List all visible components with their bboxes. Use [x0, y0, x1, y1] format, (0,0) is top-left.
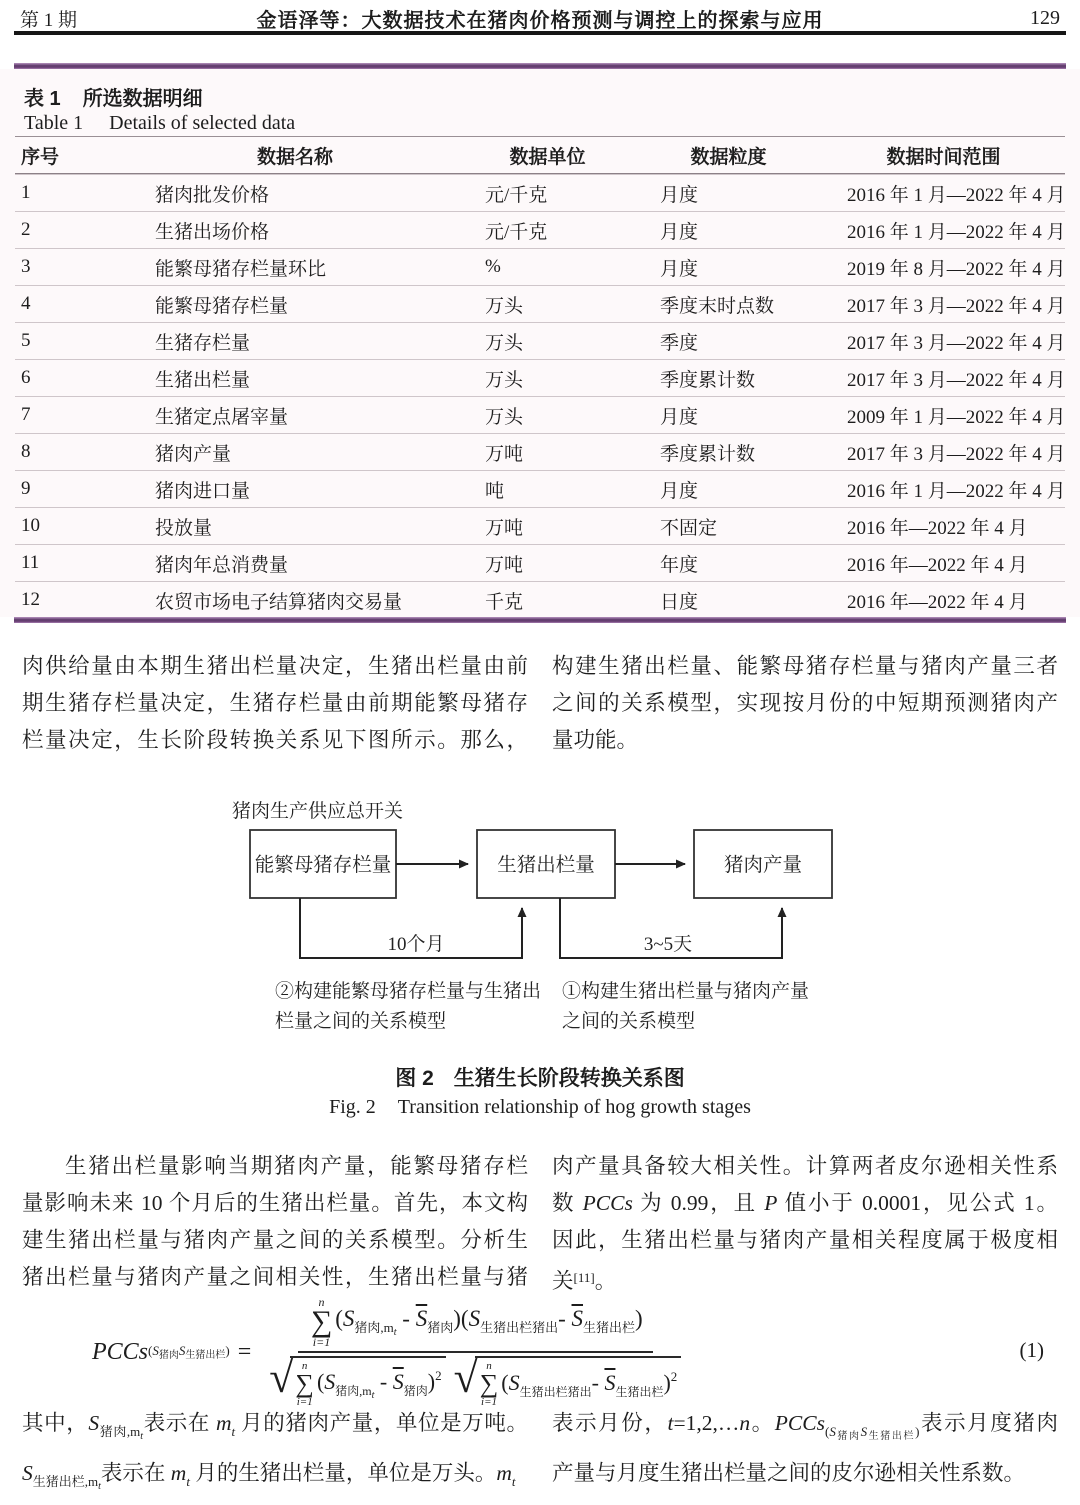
numerator-terms — [335, 1306, 642, 1338]
minus: - — [591, 1370, 599, 1396]
sub-t: t — [98, 1481, 101, 1492]
running-head — [20, 5, 1060, 31]
loop1-label: 10个月 — [387, 934, 445, 955]
table-cell: 元/千克 — [485, 221, 548, 243]
paragraph-a-left — [22, 648, 528, 759]
text-segment: 其中， — [22, 1411, 89, 1435]
box3-label: 猪肉产量 — [723, 855, 803, 876]
table-cell: 猪肉产量 — [155, 443, 232, 465]
text-segment: 值小于 0.0001，见公式 1。 — [777, 1191, 1058, 1215]
page-number: 129 — [1030, 6, 1060, 29]
table-row — [15, 470, 1065, 507]
col-header-seq: 序号 — [21, 146, 60, 168]
text-segment: =1,2,… — [673, 1411, 740, 1435]
text-line — [552, 1259, 1058, 1300]
note1-line1: ①构建生猪出栏量与猪肉产量 — [562, 981, 810, 1002]
s-bar: $\overline{S}$ — [571, 1306, 584, 1332]
table-row — [15, 322, 1065, 359]
figure-caption-en-text: Transition relationship of hog growth stages — [397, 1096, 751, 1118]
text-line: 肉产量具备较大相关性。计算两者皮尔逊相关性系 — [552, 1154, 1058, 1178]
table-cell: % — [485, 256, 501, 277]
p-value-symbol: P — [764, 1191, 778, 1215]
sum-lower: i=1 — [312, 1335, 331, 1350]
table-cell: 2016 年—2022 年 4 月 — [847, 517, 1028, 539]
m-symbol: m — [216, 1411, 232, 1435]
text-segment: 数 — [552, 1191, 583, 1215]
text-line: 构建生猪出栏量、能繁母猪存栏量与猪肉产量三者 — [552, 654, 1058, 678]
paren: ) — [225, 1343, 230, 1358]
paren: ) — [663, 1370, 671, 1396]
figure-caption-zh-text: 生猪生长阶段转换关系图 — [453, 1067, 685, 1090]
paragraph-a-right — [552, 648, 1058, 759]
n-symbol: n — [739, 1411, 751, 1435]
pccs-lhs: PCCs — [92, 1338, 149, 1365]
sub-pork-m — [354, 1320, 397, 1339]
table-cell: 农贸市场电子结算猪肉交易量 — [155, 591, 403, 613]
exponent: 2 — [670, 1369, 678, 1385]
col-header-name: 数据名称 — [256, 146, 333, 168]
sum-lower: i=1 — [481, 1396, 497, 1409]
table-cell: 不固定 — [660, 517, 718, 539]
table-cell: 2016 年 1 月—2022 年 4 月 — [847, 221, 1066, 243]
equals-sign: = — [237, 1338, 252, 1365]
equation-1-row — [0, 1294, 1080, 1409]
text-segment: 月的生猪出栏量，单位是万头。 — [189, 1461, 497, 1485]
paren: ( — [335, 1306, 343, 1332]
table-cell: 月度 — [660, 406, 699, 428]
s-symbol: S — [860, 1424, 868, 1439]
table-cell: 千克 — [485, 591, 524, 613]
s-symbol: S — [324, 1369, 336, 1395]
text-segment: 表示在 — [143, 1411, 217, 1435]
issue-label: 第 1 期 — [20, 9, 78, 31]
table-cell: 2017 年 3 月—2022 年 4 月 — [847, 332, 1066, 354]
sub-hog: 生猪出栏 — [615, 1385, 664, 1400]
paren: ( — [501, 1370, 509, 1396]
col-header-grain: 数据粒度 — [690, 146, 767, 168]
table-row — [15, 359, 1065, 396]
table-cell: 月度 — [660, 221, 699, 243]
sum-symbol: ∑ — [295, 1369, 314, 1399]
table-cell: 投放量 — [155, 517, 213, 539]
equation-number: (1) — [1019, 1338, 1044, 1362]
summation — [480, 1361, 499, 1408]
table-cell: 日度 — [660, 591, 699, 613]
table-cell: 2 — [21, 219, 31, 240]
radicand-terms — [317, 1368, 442, 1401]
text-segment: 为 0.99，且 — [632, 1191, 765, 1215]
data-table — [15, 136, 1065, 618]
text-line — [552, 1185, 1058, 1222]
table-cell: 猪肉批发价格 — [155, 184, 270, 206]
sub-text: 猪肉,m — [335, 1384, 372, 1399]
sub-t: t — [140, 1431, 144, 1442]
text-line: 肉供给量由本期生猪出栏量决定，生猪出栏量由前 — [22, 654, 528, 678]
m-symbol: m — [170, 1461, 187, 1485]
table-cell: 月度 — [660, 258, 699, 280]
table-cell: 4 — [21, 293, 31, 314]
sum-symbol: ∑ — [310, 1304, 333, 1338]
sum-symbol: ∑ — [479, 1369, 499, 1399]
sub-pork-m — [335, 1384, 375, 1402]
s-symbol: S — [152, 1343, 159, 1358]
sub-pork: 猪肉 — [835, 1431, 861, 1442]
table-cell: 生猪定点屠宰量 — [155, 406, 289, 428]
table-cell: 万吨 — [485, 554, 524, 576]
s-symbol: S — [829, 1424, 836, 1439]
table-title-en — [24, 112, 295, 135]
sub-pork: 猪肉 — [158, 1350, 179, 1361]
sub-text: 猪肉,m — [99, 1424, 141, 1439]
table-cell: 年度 — [660, 554, 699, 576]
header-rule — [14, 31, 1066, 35]
text-segment: 表示月度猪肉 — [919, 1411, 1058, 1435]
text-segment: 月的猪肉产量，单位是万吨。 — [235, 1411, 528, 1435]
text-line: 猪出栏量与猪肉产量之间相关性，生猪出栏量与猪 — [22, 1265, 528, 1289]
text-line — [22, 1405, 528, 1455]
paragraph-b-left — [22, 1148, 528, 1296]
table-cell: 生猪出栏量 — [155, 369, 251, 391]
summation — [295, 1361, 314, 1408]
s-symbol: S — [22, 1461, 33, 1485]
paren: ( — [460, 1306, 469, 1332]
table-cell: 月度 — [660, 184, 699, 206]
table-cell: 生猪存栏量 — [155, 332, 251, 354]
loop2-label: 3~5天 — [643, 934, 693, 955]
table-cell: 2017 年 3 月—2022 年 4 月 — [847, 295, 1066, 317]
minus: - — [558, 1306, 566, 1332]
table-cell: 万吨 — [485, 443, 524, 465]
table-cell: 猪肉进口量 — [155, 480, 251, 502]
radical-2 — [453, 1353, 682, 1409]
pccs-symbol: PCCs — [582, 1191, 633, 1215]
s-bar: $\overline{S}$ — [415, 1306, 428, 1332]
table-row — [15, 544, 1065, 581]
text-line: 建生猪出栏量与猪肉产量之间的关系模型。分析生 — [22, 1228, 528, 1252]
radicand-terms — [501, 1369, 677, 1400]
summation — [311, 1296, 332, 1349]
col-header-unit: 数据单位 — [509, 146, 586, 168]
table-row — [15, 507, 1065, 544]
table-cell: 万头 — [485, 332, 524, 354]
figure-caption-en — [0, 1096, 1080, 1119]
note2-line1: ②构建能繁母猪存栏量与生猪出 — [275, 981, 542, 1002]
s-symbol: S — [342, 1306, 355, 1332]
sum-upper: n — [486, 1360, 492, 1373]
table-header-row — [15, 136, 1065, 174]
table-cell: 8 — [21, 441, 31, 462]
box1-label: 能繁母猪存栏量 — [254, 855, 392, 876]
figure-label-zh: 图 2 — [395, 1067, 434, 1090]
table-row — [15, 174, 1065, 211]
table-top-accent-rule — [14, 63, 1066, 69]
table-cell: 2009 年 1 月—2022 年 4 月 — [847, 406, 1066, 428]
table-cell: 万头 — [485, 406, 524, 428]
sub-t: t — [231, 1424, 236, 1439]
sub — [32, 1474, 101, 1492]
table-body — [15, 174, 1065, 618]
sub-hog: 生猪出栏 — [867, 1431, 916, 1442]
s-bar: $\overline{S}$ — [604, 1370, 616, 1396]
table-cell: 万吨 — [485, 517, 524, 539]
sqrt-sign: √ — [269, 1353, 294, 1403]
paren: ( — [148, 1343, 153, 1358]
col-header-range: 数据时间范围 — [886, 146, 1001, 168]
sub-hog-out: 生猪出栏猪出 — [519, 1385, 592, 1400]
s-symbol: S — [178, 1343, 186, 1358]
s-bar: $\overline{S}$ — [392, 1369, 404, 1395]
table-cell: 猪肉年总消费量 — [155, 554, 289, 576]
pearson-correlation-formula — [92, 1294, 691, 1409]
sub-text: 生猪出栏,m — [32, 1474, 99, 1489]
s-symbol: S — [468, 1306, 481, 1332]
sub-t: t — [186, 1474, 190, 1489]
table-row — [15, 285, 1065, 322]
paren: ) — [453, 1306, 461, 1332]
figure-caption-zh — [0, 1062, 1080, 1092]
s-symbol: S — [88, 1411, 100, 1435]
table-cell: 2019 年 8 月—2022 年 4 月 — [847, 258, 1066, 280]
table-cell: 2016 年 1 月—2022 年 4 月 — [847, 480, 1066, 502]
sum-lower: i=1 — [296, 1396, 313, 1409]
note1-line2: 之间的关系模型 — [562, 1011, 696, 1032]
paragraph-c-right — [552, 1405, 1058, 1492]
paren: ( — [316, 1369, 325, 1395]
table-cell: 吨 — [485, 480, 505, 502]
text-line: 产量与月度生猪出栏量之间的皮尔逊相关性系数。 — [552, 1461, 1026, 1485]
sub-t: t — [371, 1390, 375, 1402]
table-cell: 2016 年 1 月—2022 年 4 月 — [847, 184, 1066, 206]
radicand — [290, 1356, 445, 1408]
text-segment: 表示月份， — [552, 1411, 668, 1435]
sub-pork: 猪肉 — [427, 1320, 454, 1336]
sqrt-sign: √ — [453, 1353, 478, 1403]
table-cell: 7 — [21, 404, 31, 425]
table-bottom-accent-rule — [14, 617, 1066, 623]
citation-ref: [11] — [573, 1270, 595, 1285]
sum-upper: n — [301, 1360, 308, 1373]
paragraph-b-right — [552, 1148, 1058, 1300]
table-cell: 2016 年—2022 年 4 月 — [847, 554, 1028, 576]
sub-t: t — [511, 1474, 516, 1489]
switch-label: 猪肉生产供应总开关 — [232, 801, 404, 822]
minus: - — [402, 1306, 410, 1332]
sub-pork: 猪肉 — [403, 1384, 428, 1399]
text-line: 量影响未来 10 个月后的生猪出栏量。首先，本文构 — [22, 1191, 528, 1215]
figure-2-diagram — [0, 790, 1080, 1050]
table-cell: 5 — [21, 330, 31, 351]
table-cell: 2017 年 3 月—2022 年 4 月 — [847, 369, 1066, 391]
table-title-zh-text: 所选数据明细 — [82, 88, 203, 110]
table-cell: 月度 — [660, 480, 699, 502]
table-row — [15, 433, 1065, 470]
m-symbol: m — [496, 1461, 512, 1485]
paren: ) — [635, 1306, 643, 1332]
table-cell: 生猪出场价格 — [155, 221, 270, 243]
numerator — [298, 1296, 653, 1354]
table-label-zh: 表 1 — [24, 88, 61, 110]
paren: ) — [427, 1369, 436, 1395]
table-cell: 3 — [21, 256, 31, 277]
table-row — [15, 211, 1065, 248]
table-cell: 季度累计数 — [660, 369, 756, 391]
paren: ) — [915, 1424, 920, 1439]
text-line — [22, 1455, 528, 1505]
text-segment: 。 — [594, 1269, 617, 1293]
table-cell: 10 — [21, 515, 40, 536]
minus: - — [379, 1369, 388, 1395]
fraction — [265, 1296, 685, 1408]
sub-hog: 生猪出栏 — [583, 1320, 636, 1336]
box2-label: 生猪出栏量 — [497, 855, 595, 876]
text-segment: 关 — [552, 1269, 574, 1293]
pccs-symbol: PCCs — [774, 1411, 825, 1435]
table-title-zh — [24, 82, 203, 111]
table-cell: 11 — [21, 552, 40, 573]
sub-hog: 生猪出栏 — [185, 1350, 226, 1361]
table-cell: 元/千克 — [485, 184, 548, 206]
table-cell: 2016 年—2022 年 4 月 — [847, 591, 1028, 613]
table-cell: 9 — [21, 478, 31, 499]
table-cell: 12 — [21, 589, 40, 610]
radicand — [475, 1356, 682, 1408]
t-symbol: t — [667, 1411, 674, 1435]
table-cell: 6 — [21, 367, 31, 388]
text-line: 之间的关系模型，实现按月份的中短期预测猪肉产 — [552, 691, 1058, 715]
figure-label-en: Fig. 2 — [329, 1096, 376, 1118]
table-row — [15, 581, 1065, 618]
paren: ( — [824, 1424, 830, 1439]
table-cell: 2017 年 3 月—2022 年 4 月 — [847, 443, 1066, 465]
table-row — [15, 248, 1065, 285]
table-cell: 能繁母猪存栏量 — [155, 295, 289, 317]
text-line: 期生猪存栏量决定，生猪存栏量由前期能繁母猪存 — [22, 691, 528, 715]
exponent: 2 — [435, 1368, 442, 1384]
sub — [99, 1424, 144, 1442]
pccs-subscript — [824, 1424, 920, 1442]
text-line: 栏量决定，生长阶段转换关系见下图所示。那么， — [22, 728, 528, 752]
text-line — [552, 1405, 1058, 1455]
table-title-en-text: Details of selected data — [109, 112, 296, 134]
table-cell: 季度末时点数 — [660, 295, 775, 317]
hog-growth-flowchart — [0, 790, 1080, 1050]
sub-t: t — [393, 1327, 397, 1339]
table-row — [15, 396, 1065, 433]
table-cell: 季度累计数 — [660, 443, 756, 465]
text-segment: 表示在 — [100, 1461, 171, 1485]
text-segment: 。 — [750, 1411, 775, 1435]
pccs-lhs-subscript — [148, 1343, 230, 1361]
table-cell: 万头 — [485, 295, 524, 317]
s-symbol: S — [508, 1370, 520, 1396]
table-cell: 季度 — [660, 332, 699, 354]
radical-1 — [269, 1353, 445, 1409]
sub-hog-out: 生猪出栏猪出 — [480, 1320, 559, 1336]
note2-line2: 栏量之间的关系模型 — [275, 1011, 447, 1032]
text-line: 生猪出栏量影响当期猪肉产量，能繁母猪存栏 — [65, 1154, 528, 1178]
sum-upper: n — [318, 1294, 325, 1309]
denominator — [265, 1353, 685, 1408]
running-title: 金语泽等：大数据技术在猪肉价格预测与调控上的探索与应用 — [256, 9, 824, 32]
table-label-en: Table 1 — [24, 112, 84, 134]
text-line: 量功能。 — [552, 728, 639, 752]
table-cell: 能繁母猪存栏量环比 — [155, 258, 327, 280]
paragraph-c-left — [22, 1405, 528, 1505]
text-line: 因此，生猪出栏量与猪肉产量相关程度属于极度相 — [552, 1228, 1058, 1252]
sub-text: 猪肉,m — [354, 1320, 394, 1336]
table-cell: 万头 — [485, 369, 524, 391]
table-cell: 1 — [21, 182, 31, 203]
